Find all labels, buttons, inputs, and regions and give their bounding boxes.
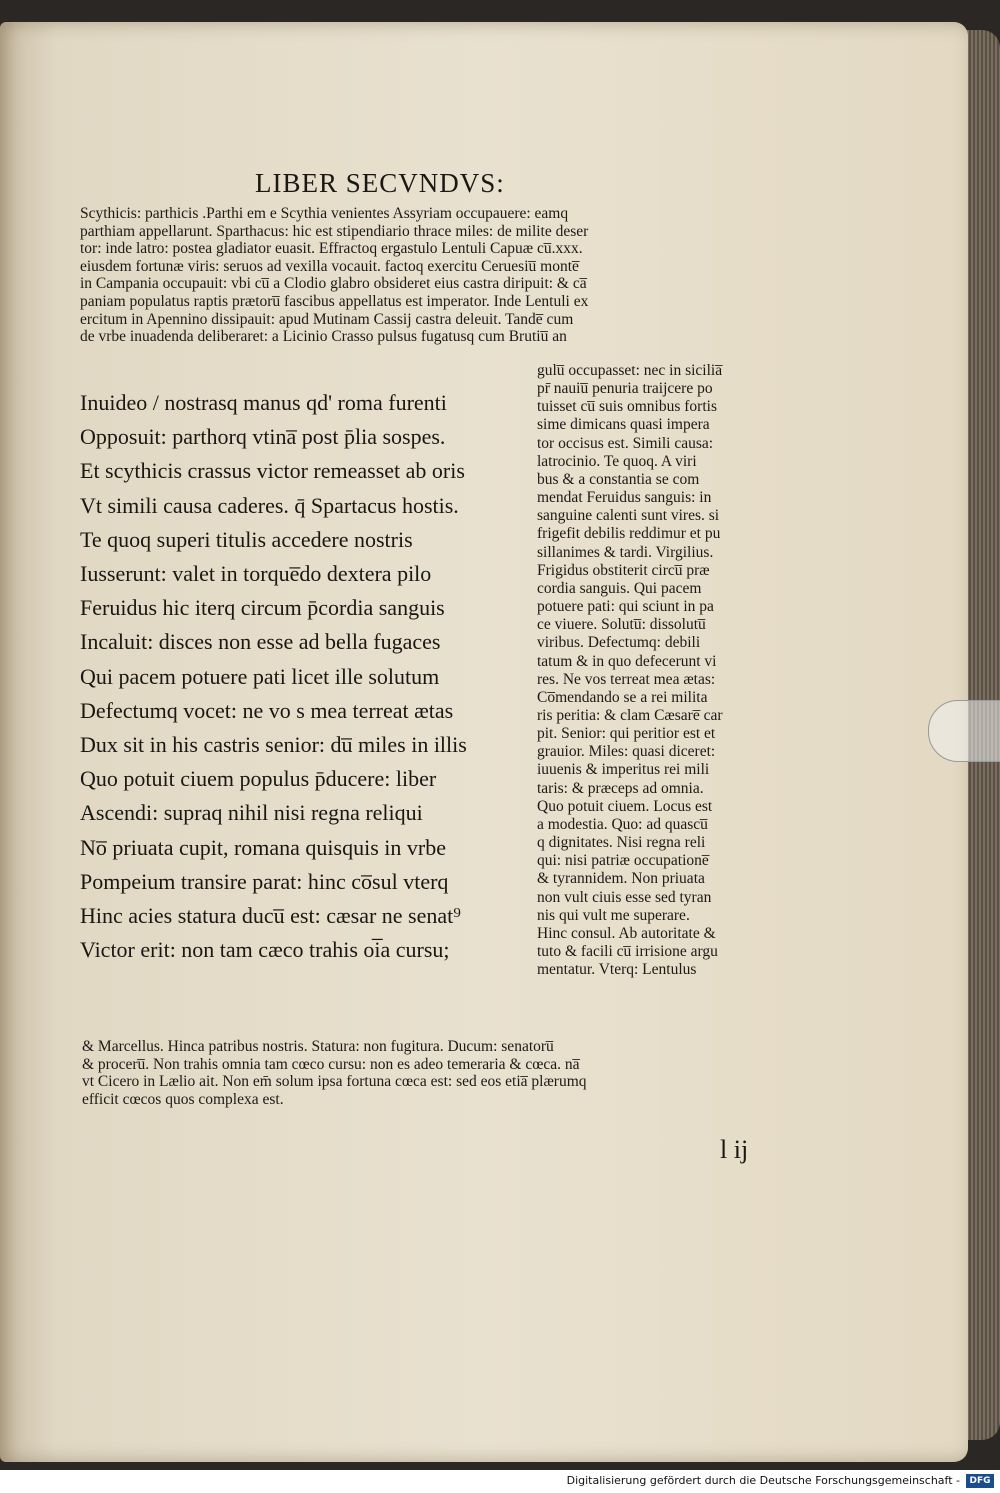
commentary-line: de vrbe inuadenda deliberaret: a Licinio Crasso pulsus fugatusq cum Brutiu̅ an (80, 328, 567, 346)
side-line: Hinc consul. Ab autoritate & (537, 924, 716, 942)
bottom-line: & Marcellus. Hinca patribus nostris. Statura: non fugitura. Ducum: senatoru̅ (82, 1038, 554, 1055)
side-line: potuere pati: qui sciunt in pa (537, 598, 714, 616)
side-line: nis qui vult me superare. (537, 906, 690, 924)
side-line: tatum & in quo defecerunt vi (537, 652, 717, 670)
commentary-top (80, 205, 795, 346)
side-line: qui: nisi patriæ occupatione̅ (537, 852, 709, 870)
side-line: ce viuere. Solutu̅: dissolutu̅ (537, 616, 706, 634)
side-line: grauior. Miles: quasi diceret: (537, 743, 716, 761)
bottom-line: efficit cœcos quos complexa est. (82, 1090, 284, 1108)
side-line: pit. Senior: qui peritior est et (537, 725, 716, 743)
side-line: frigefit debilis reddimur et pu (537, 525, 721, 543)
commentary-line: paniam populatus raptis prætoru̅ fascibus appellatus est imperator. Inde Lentuli ex (80, 292, 589, 310)
verse-block (80, 386, 535, 967)
side-line: & tyrannidem. Non priuata (537, 870, 705, 888)
side-line: latrocinio. Te quoq. A viri (537, 452, 697, 470)
verse-line: Hinc acies statura ducu̅ est: cæsar ne senat⁹ (80, 903, 461, 929)
side-line: mendat Feruidus sanguis: in (537, 489, 712, 507)
footer-bar (0, 1470, 1000, 1493)
verse-line: Et scythicis crassus victor remeasset ab oris (80, 458, 465, 484)
side-line: tuisset cu̅ suis omnibus fortis (537, 398, 717, 416)
commentary-side (537, 362, 792, 979)
side-line: gulu̅ occupasset: nec in sicilia̅ (537, 362, 723, 379)
verse-line: Te quoq superi titulis accedere nostris (80, 526, 413, 552)
commentary-line: eiusdem fortunæ viris: seruos ad vexilla vocauit. factoq exercitu Ceruesiu̅ monte̅ (80, 257, 579, 275)
bottom-line: & proceru̅. Non trahis omnia tam cœco cursu: non es adeo temeraria & cœca. na̅ (82, 1055, 580, 1073)
side-line: Co̅mendando se a rei milita (537, 688, 708, 706)
commentary-line: Scythicis: parthicis .Parthi em e Scythia venientes Assyriam occupauere: eamq (80, 205, 569, 222)
verse-line: Inuideo / nostrasq manus qd' roma furenti (80, 390, 447, 415)
side-line: viribus. Defectumq: debili (537, 634, 701, 652)
verse-line: Opposuit: parthorq vtina̅ post p̄lia sospes. (80, 424, 446, 450)
verse-line: Incaluit: disces non esse ad bella fugaces (80, 629, 441, 655)
side-line: q dignitates. Nisi regna reli (537, 834, 706, 852)
side-line: Frigidus obstiterit circu̅ præ (537, 561, 710, 579)
dfg-logo-icon: DFG (966, 1474, 994, 1488)
verse-line: Victor erit: non tam cæco trahis oi̅a cursu; (80, 937, 450, 963)
side-line: iuuenis & imperitus rei mili (537, 761, 710, 779)
verse-line: Dux sit in his castris senior: du̅ miles in illis (80, 732, 467, 758)
side-line: Quo potuit ciuem. Locus est (537, 797, 713, 815)
funding-notice: Digitalisierung gefördert durch die Deutsche Forschungsgemeinschaft - (566, 1474, 960, 1487)
side-line: taris: & præceps ad omnia. (537, 779, 704, 797)
commentary-line: in Campania occupauit: vbi cu̅ a Clodio glabro obsideret eius castra diripuit: & ca̅ (80, 275, 587, 293)
verse-line: Iusserunt: valet in torque̅do dextera pilo (80, 561, 432, 587)
side-line: ris peritia: & clam Cæsare̅ car (537, 706, 723, 724)
side-line: sillanimes & tardi. Virgilius. (537, 543, 714, 561)
page-header: LIBER SECVNDVS: (255, 168, 505, 198)
side-line: pr̄ nauiu̅ penuria traijcere po (537, 380, 713, 398)
commentary-line: tor: inde latro: postea gladiator euasit. Effractoq ergastulo Lentuli Capuæ cu̅.xxx. (80, 240, 583, 258)
signature-mark: l ij (720, 1135, 749, 1164)
verse-line: No̅ priuata cupit, romana quisquis in vrbe (80, 834, 446, 860)
verse-line: Pompeium transire parat: hinc co̅sul vterq (80, 868, 449, 894)
verse-line: Ascendi: supraq nihil nisi regna reliqui (80, 800, 423, 826)
side-line: sanguine calenti sunt vires. si (537, 507, 720, 525)
bottom-line: vt Cicero in Lælio ait. Non em̄ solum ipsa fortuna cœca est: sed eos etia̅ plærumq (82, 1073, 587, 1090)
side-line: mentatur. Vterq: Lentulus (537, 961, 697, 979)
commentary-line: parthiam appellarunt. Sparthacus: hic est stipendiario thrace miles: de milite deser (80, 222, 589, 240)
verse-line: Qui pacem potuere pati licet ille solutum (80, 663, 440, 689)
side-line: non vult ciuis esse sed tyran (537, 888, 712, 906)
side-line: cordia sanguis. Qui pacem (537, 579, 702, 597)
verse-line: Vt simili causa caderes. q̄ Spartacus hostis. (80, 492, 459, 518)
side-line: a modestia. Quo: ad quascu̅ (537, 815, 708, 833)
commentary-bottom (82, 1038, 792, 1108)
side-line: bus & a constantia se com (537, 470, 700, 488)
side-line: tor occisus est. Simili causa: (537, 434, 714, 452)
verse-line: Defectumq vocet: ne vo s mea terreat ætas (80, 697, 454, 723)
side-line: tuto & facili cu̅ irrisione argu (537, 943, 718, 960)
verse-line: Feruidus hic iterq circum p̄cordia sanguis (80, 595, 445, 621)
commentary-line: ercitum in Apennino dissipauit: apud Mutinam Cassij castra deleuit. Tande̅ cum (80, 310, 574, 328)
page-marker (928, 700, 1000, 762)
verse-line: Quo potuit ciuem populus p̄ducere: liber (80, 766, 437, 792)
side-line: res. Ne vos terreat mea ætas: (537, 670, 716, 688)
side-line: sime dimicans quasi impera (537, 416, 710, 434)
